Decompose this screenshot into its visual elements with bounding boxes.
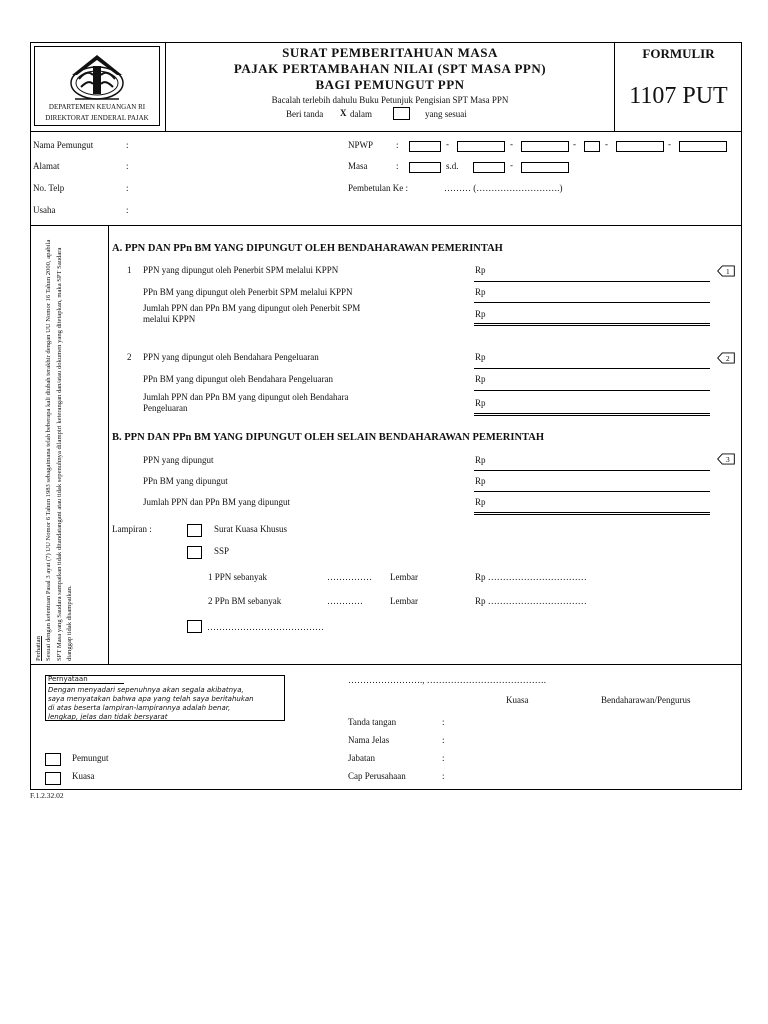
npwp-dash: - — [605, 139, 608, 149]
npwp-field-3[interactable] — [521, 141, 569, 152]
label-npwp: NPWP — [348, 140, 374, 150]
kuasa-column-label: Kuasa — [506, 695, 529, 705]
dept-name: DEPARTEMEN KEUANGAN RI — [48, 103, 146, 111]
npwp-field-4[interactable] — [584, 141, 600, 152]
pemungut-checkbox[interactable] — [45, 753, 61, 766]
label-nama-jelas: Nama Jelas — [348, 735, 390, 745]
side-note-text: Sesuai dengan ketentuan Pasal 3 ayat (7) UU Nomor 6 Tahun 1983 sebagaimana telah beberapa kali diubah terakhir dengan UU Nomor 16 Tahun 2000, apabila SPT Masa yang Saudara sampaikan tidak ditandatangani atau tidak sepenuhnya dilampiri keterangan dan/atau dokumen yang ditetapkan, maka SPT Saudara dianggap tidak disampaikan. — [45, 239, 73, 661]
row-a5-line[interactable] — [474, 390, 710, 391]
tag-1-text: 1 — [726, 267, 730, 277]
colon: : — [442, 735, 445, 745]
row-a4-rp: Rp — [475, 352, 486, 362]
tag-2-text: 2 — [726, 354, 730, 364]
row-a2-rp: Rp — [475, 287, 486, 297]
pernyataan-text-4: lengkap, jelas dan tidak bersyarat — [48, 713, 168, 721]
row-b2-line[interactable] — [474, 491, 710, 492]
item-number-1: 1 — [127, 265, 132, 275]
colon: : — [126, 205, 129, 215]
row-a6-label-2: Pengeluaran — [143, 403, 188, 413]
pembetulan-field[interactable]: ……… (……………………….) — [444, 183, 563, 193]
row-a4-label: PPN yang dipungut oleh Bendahara Pengeluaran — [143, 352, 319, 362]
row-b2-rp: Rp — [475, 476, 486, 486]
form-title-3: BAGI PEMUNGUT PPN — [315, 77, 465, 92]
colon: : — [442, 717, 445, 727]
header-divider — [30, 131, 742, 132]
tag-1-icon — [716, 265, 736, 277]
row-a2-line[interactable] — [474, 302, 710, 303]
row-a5-rp: Rp — [475, 374, 486, 384]
colon: : — [126, 183, 129, 193]
row-a3-label-2: melalui KPPN — [143, 314, 196, 324]
lampiran-other-checkbox[interactable] — [187, 620, 202, 633]
ministry-emblem-icon — [35, 49, 159, 107]
colon: : — [396, 161, 399, 171]
masa-dash: - — [510, 160, 513, 170]
form-title-1: SURAT PEMBERITAHUAN MASA — [282, 45, 498, 60]
formulir-code: 1107 PUT — [629, 83, 728, 109]
label-pembetulan: Pembetulan Ke : — [348, 183, 408, 193]
lampiran-sk-checkbox[interactable] — [187, 524, 202, 537]
masa-year-field[interactable] — [521, 162, 569, 173]
pernyataan-title: Pernyataan — [48, 675, 124, 684]
label-no-telp: No. Telp — [33, 183, 65, 193]
lampiran-ppn-amount[interactable]: Rp …………………………… — [475, 572, 587, 582]
section-a-title: A. PPN DAN PPn BM YANG DIPUNGUT OLEH BENDAHARAWAN PEMERINTAH — [112, 243, 503, 254]
label-usaha: Usaha — [33, 205, 56, 215]
mark-instruction-prefix: Beri tanda — [286, 109, 324, 119]
lampiran-ppnbm-lembar: Lembar — [390, 596, 418, 606]
pernyataan-text-3: di atas beserta lampiran-lampirannya adalah benar, — [48, 704, 231, 712]
npwp-dash: - — [510, 139, 513, 149]
section-b-title: B. PPN DAN PPn BM YANG DIPUNGUT OLEH SELAIN BENDAHARAWAN PEMERINTAH — [112, 432, 544, 443]
row-b1-line[interactable] — [474, 470, 710, 471]
tag-2-icon — [716, 352, 736, 364]
lampiran-ppn-label: 1 PPN sebanyak — [208, 572, 267, 582]
colon: : — [126, 140, 129, 150]
npwp-field-6[interactable] — [679, 141, 727, 152]
row-a6-total-line[interactable] — [474, 413, 710, 416]
pernyataan-text-2: saya menyatakan bahwa apa yang telah saya beritahukan — [48, 695, 254, 703]
form-title-2: PAJAK PERTAMBAHAN NILAI (SPT MASA PPN) — [233, 61, 547, 76]
npwp-field-2[interactable] — [457, 141, 505, 152]
row-a1-line[interactable] — [474, 281, 710, 282]
npwp-field-1[interactable] — [409, 141, 441, 152]
logo-box — [34, 46, 160, 126]
pemungut-label: Pemungut — [72, 753, 109, 763]
tag-3-text: 3 — [726, 455, 730, 465]
side-note-divider — [108, 225, 109, 665]
row-b3-label: Jumlah PPN dan PPn BM yang dipungut — [143, 497, 291, 507]
body-footer-divider — [30, 664, 742, 665]
row-b1-label: PPN yang dipungut — [143, 455, 214, 465]
label-sd: s.d. — [446, 161, 459, 171]
label-masa: Masa — [348, 161, 368, 171]
lampiran-other-field[interactable]: ………………………………… — [207, 622, 324, 632]
pernyataan-text-1: Dengan menyadari sepenuhnya akan segala akibatnya, — [48, 686, 244, 694]
lampiran-sk-label: Surat Kuasa Khusus — [214, 524, 287, 534]
label-jabatan: Jabatan — [348, 753, 375, 763]
lampiran-ppnbm-label: 2 PPn BM sebanyak — [208, 596, 282, 606]
npwp-dash: - — [668, 139, 671, 149]
mark-instruction-suffix: yang sesuai — [425, 109, 467, 119]
row-a3-label-1: Jumlah PPN dan PPn BM yang dipungut oleh Penerbit SPM — [143, 303, 361, 313]
masa-from-field[interactable] — [409, 162, 441, 173]
row-b2-label: PPn BM yang dipungut — [143, 476, 228, 486]
side-note — [34, 231, 104, 661]
side-note-title: Perhatian — [35, 636, 42, 661]
row-a4-line[interactable] — [474, 368, 710, 369]
date-place-field[interactable]: ……………………., …………………………………. — [348, 675, 546, 685]
row-a3-total-line[interactable] — [474, 323, 710, 326]
row-a2-label: PPn BM yang dipungut oleh Penerbit SPM melalui KPPN — [143, 287, 353, 297]
row-b1-rp: Rp — [475, 455, 486, 465]
row-b3-rp: Rp — [475, 497, 486, 507]
label-cap-perusahaan: Cap Perusahaan — [348, 771, 406, 781]
row-a3-rp: Rp — [475, 309, 486, 319]
masa-to-field[interactable] — [473, 162, 505, 173]
form-code: F.1.2.32.02 — [30, 791, 64, 800]
mark-instruction-mid: dalam — [350, 109, 372, 119]
row-a6-rp: Rp — [475, 398, 486, 408]
colon: : — [442, 771, 445, 781]
lampiran-ppn-lembar: Lembar — [390, 572, 418, 582]
colon: : — [442, 753, 445, 763]
npwp-dash: - — [573, 139, 576, 149]
row-a6-label-1: Jumlah PPN dan PPn BM yang dipungut oleh Bendahara — [143, 392, 349, 402]
colon: : — [396, 140, 399, 150]
lampiran-label: Lampiran : — [112, 524, 152, 534]
formulir-label: FORMULIR — [642, 46, 715, 61]
row-b3-total-line[interactable] — [474, 512, 710, 515]
label-alamat: Alamat — [33, 161, 60, 171]
mark-instruction-x: X — [340, 108, 347, 118]
lampiran-ssp-label: SSP — [214, 546, 230, 556]
identity-divider — [30, 225, 742, 226]
lampiran-ppn-count[interactable]: …………… — [327, 572, 372, 582]
bendahara-column-label: Bendaharawan/Pengurus — [601, 695, 691, 705]
label-tanda-tangan: Tanda tangan — [348, 717, 397, 727]
form-instruction: Bacalah terlebih dahulu Buku Petunjuk Pengisian SPT Masa PPN — [271, 95, 509, 105]
dept-subname: DIREKTORAT JENDERAL PAJAK — [45, 114, 149, 122]
item-number-2: 2 — [127, 352, 132, 362]
mark-example-checkbox — [393, 107, 410, 120]
lampiran-ppnbm-count[interactable]: ………… — [327, 596, 363, 606]
label-nama-pemungut: Nama Pemungut — [33, 140, 94, 150]
tag-3-icon — [716, 453, 736, 465]
kuasa-checkbox[interactable] — [45, 772, 61, 785]
npwp-field-5[interactable] — [616, 141, 664, 152]
row-a1-rp: Rp — [475, 265, 486, 275]
row-a1-label: PPN yang dipungut oleh Penerbit SPM melalui KPPN — [143, 265, 339, 275]
row-a5-label: PPn BM yang dipungut oleh Bendahara Pengeluaran — [143, 374, 333, 384]
lampiran-ssp-checkbox[interactable] — [187, 546, 202, 559]
npwp-dash: - — [446, 139, 449, 149]
colon: : — [126, 161, 129, 171]
lampiran-ppnbm-amount[interactable]: Rp …………………………… — [475, 596, 587, 606]
kuasa-label: Kuasa — [72, 771, 95, 781]
